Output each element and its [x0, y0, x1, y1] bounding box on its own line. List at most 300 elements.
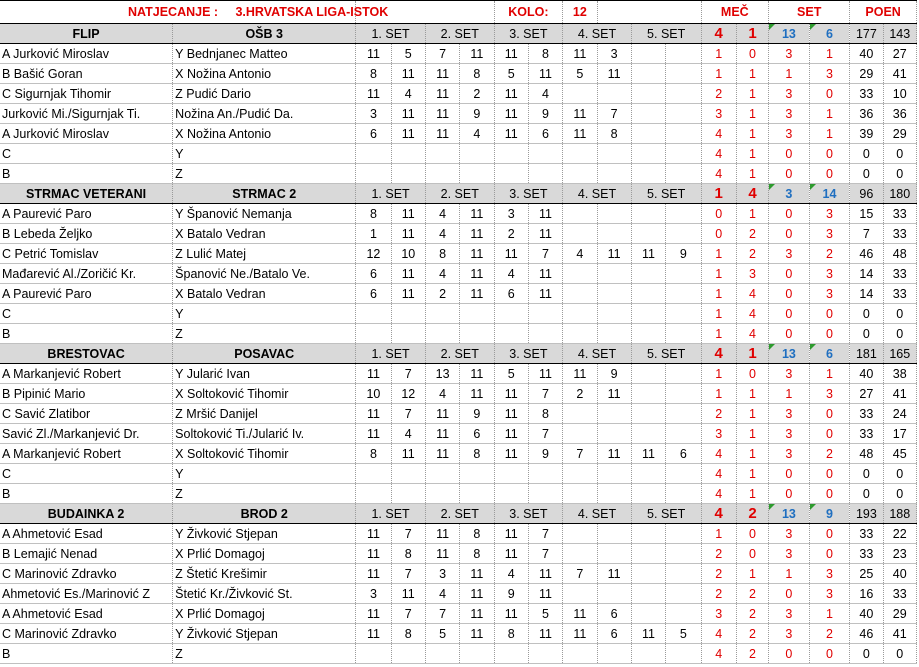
mec-away: 1	[736, 24, 768, 44]
game-row	[0, 644, 917, 664]
home-player: B	[0, 484, 173, 504]
set-score	[460, 164, 494, 184]
set-score: 11	[494, 424, 528, 444]
set-score: 7	[563, 564, 597, 584]
game-sets-away: 1	[809, 104, 850, 124]
game-sets-away: 1	[809, 604, 850, 624]
set-score: 2	[563, 384, 597, 404]
game-points-away: 33	[883, 584, 916, 604]
set-score: 11	[597, 384, 631, 404]
points-home: 181	[850, 344, 883, 364]
running-mec-away: 2	[736, 644, 768, 664]
running-mec-away: 1	[736, 84, 768, 104]
home-player: A Markanjević Robert	[0, 444, 173, 464]
match-header	[0, 24, 917, 44]
running-mec-home: 1	[701, 324, 736, 344]
home-player: A Jurković Miroslav	[0, 44, 173, 64]
set-score	[631, 164, 665, 184]
set-score	[631, 464, 665, 484]
game-points-away: 0	[883, 644, 916, 664]
set-score: 5	[391, 44, 425, 64]
game-row	[0, 484, 917, 504]
game-points-home: 46	[850, 624, 883, 644]
points-home: 96	[850, 184, 883, 204]
home-player: A Paurević Paro	[0, 204, 173, 224]
competition-title: NATJECANJE : 3.HRVATSKA LIGA-ISTOK	[0, 1, 356, 24]
set-score	[494, 304, 528, 324]
mec-home: 1	[701, 184, 736, 204]
set-score: 11	[563, 604, 597, 624]
set-score: 11	[391, 104, 425, 124]
set-score: 11	[528, 284, 562, 304]
running-mec-home: 2	[701, 84, 736, 104]
set-score	[356, 464, 391, 484]
running-mec-home: 4	[701, 624, 736, 644]
running-mec-home: 4	[701, 164, 736, 184]
game-points-away: 33	[883, 224, 916, 244]
set-score: 7	[563, 444, 597, 464]
set-score	[631, 224, 665, 244]
set-score: 6	[528, 124, 562, 144]
set-score: 11	[356, 364, 391, 384]
game-points-away: 0	[883, 304, 916, 324]
mec-home: 4	[701, 504, 736, 524]
sets-away: 6	[809, 24, 850, 44]
set-score: 4	[460, 124, 494, 144]
game-points-home: 16	[850, 584, 883, 604]
game-sets-home: 0	[769, 204, 810, 224]
running-mec-home: 2	[701, 404, 736, 424]
set-score: 4	[391, 424, 425, 444]
points-away: 165	[883, 344, 916, 364]
home-player: B Pipinić Mario	[0, 384, 173, 404]
set-score	[631, 544, 665, 564]
set-score: 2	[425, 284, 459, 304]
set-score	[391, 304, 425, 324]
competition-header	[0, 1, 917, 24]
set-score	[631, 484, 665, 504]
set-score	[460, 144, 494, 164]
game-row	[0, 284, 917, 304]
set-score: 11	[563, 624, 597, 644]
set-score	[528, 484, 562, 504]
game-points-home: 0	[850, 144, 883, 164]
sets-away: 14	[809, 184, 850, 204]
game-sets-away: 1	[809, 124, 850, 144]
set-score: 11	[356, 604, 391, 624]
running-mec-home: 4	[701, 124, 736, 144]
game-points-home: 33	[850, 524, 883, 544]
game-points-away: 23	[883, 544, 916, 564]
home-player: A Markanjević Robert	[0, 364, 173, 384]
set-score	[666, 364, 701, 384]
away-player: Španović Ne./Batalo Ve.	[173, 264, 356, 284]
set-score	[391, 144, 425, 164]
running-mec-away: 1	[736, 484, 768, 504]
game-points-home: 36	[850, 104, 883, 124]
set-score	[460, 484, 494, 504]
away-team: BROD 2	[173, 504, 356, 524]
set-score	[631, 324, 665, 344]
set-score	[356, 164, 391, 184]
running-mec-away: 2	[736, 224, 768, 244]
mec-home: 4	[701, 344, 736, 364]
set-score: 12	[391, 384, 425, 404]
set-score: 11	[563, 104, 597, 124]
points-home: 177	[850, 24, 883, 44]
away-player: X Batalo Vedran	[173, 284, 356, 304]
set-score: 11	[356, 404, 391, 424]
set-header: 3. SET	[494, 344, 563, 364]
game-sets-home: 3	[769, 444, 810, 464]
set-score: 11	[460, 624, 494, 644]
sets-home: 13	[769, 344, 810, 364]
game-sets-away: 1	[809, 44, 850, 64]
game-row	[0, 104, 917, 124]
running-mec-away: 3	[736, 264, 768, 284]
set-score	[494, 144, 528, 164]
set-score: 11	[425, 84, 459, 104]
game-points-away: 40	[883, 564, 916, 584]
set-score: 11	[631, 444, 665, 464]
home-player: C	[0, 144, 173, 164]
set-score	[631, 304, 665, 324]
set-score: 7	[391, 564, 425, 584]
set-score	[631, 564, 665, 584]
set-score: 11	[460, 584, 494, 604]
running-mec-home: 3	[701, 604, 736, 624]
running-mec-away: 1	[736, 164, 768, 184]
set-score: 11	[494, 404, 528, 424]
set-score: 9	[528, 104, 562, 124]
set-score: 7	[425, 44, 459, 64]
running-mec-home: 1	[701, 304, 736, 324]
away-player: Y Jularić Ivan	[173, 364, 356, 384]
game-row	[0, 384, 917, 404]
game-sets-away: 0	[809, 404, 850, 424]
set-score	[597, 84, 631, 104]
set-score	[425, 644, 459, 664]
game-points-away: 38	[883, 364, 916, 384]
running-mec-home: 3	[701, 104, 736, 124]
set-score: 11	[391, 124, 425, 144]
sets-away: 6	[809, 344, 850, 364]
set-score: 8	[460, 544, 494, 564]
game-row	[0, 84, 917, 104]
game-row	[0, 244, 917, 264]
set-score: 6	[356, 264, 391, 284]
set-score: 12	[356, 244, 391, 264]
game-points-away: 0	[883, 484, 916, 504]
game-sets-away: 0	[809, 544, 850, 564]
set-score: 11	[631, 244, 665, 264]
game-points-home: 15	[850, 204, 883, 224]
game-sets-home: 0	[769, 484, 810, 504]
running-mec-away: 4	[736, 324, 768, 344]
set-score: 11	[563, 364, 597, 384]
set-score	[631, 284, 665, 304]
set-score	[666, 64, 701, 84]
set-score: 5	[425, 624, 459, 644]
game-points-home: 39	[850, 124, 883, 144]
set-score	[666, 144, 701, 164]
game-sets-away: 1	[809, 364, 850, 384]
set-score	[631, 204, 665, 224]
game-sets-away: 0	[809, 84, 850, 104]
set-score	[666, 84, 701, 104]
set-score	[597, 584, 631, 604]
set-score	[563, 524, 597, 544]
home-player: B Lebeda Željko	[0, 224, 173, 244]
home-player: A Ahmetović Esad	[0, 524, 173, 544]
game-row	[0, 64, 917, 84]
game-points-home: 0	[850, 324, 883, 344]
set-header: 2. SET	[425, 504, 494, 524]
game-sets-home: 3	[769, 604, 810, 624]
set-score: 11	[356, 84, 391, 104]
set-score: 4	[528, 84, 562, 104]
set-header: 5. SET	[631, 24, 701, 44]
set-score: 11	[356, 544, 391, 564]
set-score	[597, 304, 631, 324]
set-score: 11	[494, 444, 528, 464]
home-player: A Ahmetović Esad	[0, 604, 173, 624]
home-player: C Marinović Zdravko	[0, 564, 173, 584]
set-header: 4. SET	[563, 344, 632, 364]
game-points-away: 27	[883, 44, 916, 64]
set-score	[494, 484, 528, 504]
game-points-away: 10	[883, 84, 916, 104]
set-header: 4. SET	[563, 24, 632, 44]
set-score: 5	[528, 604, 562, 624]
set-score: 9	[528, 444, 562, 464]
set-score: 11	[494, 524, 528, 544]
away-player: Z Štetić Krešimir	[173, 564, 356, 584]
set-score	[356, 144, 391, 164]
set-score	[528, 644, 562, 664]
points-away: 188	[883, 504, 916, 524]
set-score	[425, 144, 459, 164]
home-team: BRESTOVAC	[0, 344, 173, 364]
running-mec-home: 1	[701, 244, 736, 264]
set-score	[391, 164, 425, 184]
set-score	[356, 644, 391, 664]
game-row	[0, 204, 917, 224]
mec-label: MEČ	[701, 1, 769, 24]
game-row	[0, 624, 917, 644]
game-sets-away: 3	[809, 204, 850, 224]
set-score: 11	[494, 244, 528, 264]
set-score	[666, 104, 701, 124]
game-sets-away: 2	[809, 624, 850, 644]
set-score: 11	[460, 364, 494, 384]
game-sets-home: 1	[769, 64, 810, 84]
set-score	[597, 324, 631, 344]
set-score: 11	[460, 204, 494, 224]
running-mec-away: 1	[736, 204, 768, 224]
away-player: Z Pudić Dario	[173, 84, 356, 104]
game-points-away: 41	[883, 384, 916, 404]
set-score: 8	[356, 64, 391, 84]
set-header: 3. SET	[494, 504, 563, 524]
game-sets-home: 3	[769, 84, 810, 104]
running-mec-away: 0	[736, 524, 768, 544]
set-score	[666, 424, 701, 444]
game-sets-away: 0	[809, 304, 850, 324]
points-home: 193	[850, 504, 883, 524]
away-team: OŠB 3	[173, 24, 356, 44]
running-mec-away: 1	[736, 464, 768, 484]
sets-away: 9	[809, 504, 850, 524]
sets-home: 3	[769, 184, 810, 204]
game-points-away: 48	[883, 244, 916, 264]
set-score	[631, 404, 665, 424]
game-sets-home: 0	[769, 164, 810, 184]
set-header: 3. SET	[494, 184, 563, 204]
set-score: 4	[494, 264, 528, 284]
set-score: 8	[494, 624, 528, 644]
set-score	[631, 644, 665, 664]
set-score: 9	[460, 404, 494, 424]
set-score	[666, 124, 701, 144]
set-score: 11	[460, 284, 494, 304]
set-score	[631, 364, 665, 384]
set-score: 7	[391, 524, 425, 544]
set-score: 11	[528, 264, 562, 284]
set-score: 7	[391, 604, 425, 624]
set-score: 11	[391, 284, 425, 304]
set-score: 11	[356, 624, 391, 644]
game-sets-home: 3	[769, 404, 810, 424]
set-score	[666, 324, 701, 344]
set-score	[563, 404, 597, 424]
set-score	[597, 264, 631, 284]
set-score	[425, 304, 459, 324]
game-points-home: 0	[850, 304, 883, 324]
set-header: 2. SET	[425, 184, 494, 204]
set-score	[631, 584, 665, 604]
game-points-home: 40	[850, 604, 883, 624]
set-score	[563, 324, 597, 344]
game-sets-away: 0	[809, 324, 850, 344]
set-score: 6	[597, 604, 631, 624]
game-points-home: 14	[850, 284, 883, 304]
running-mec-home: 1	[701, 264, 736, 284]
game-points-home: 7	[850, 224, 883, 244]
set-score: 4	[425, 204, 459, 224]
home-team: STRMAC VETERANI	[0, 184, 173, 204]
game-row	[0, 464, 917, 484]
game-points-home: 33	[850, 544, 883, 564]
home-player: Savić Zl./Markanjević Dr.	[0, 424, 173, 444]
set-score	[528, 144, 562, 164]
set-score	[494, 464, 528, 484]
game-row	[0, 304, 917, 324]
set-score: 11	[597, 244, 631, 264]
game-row	[0, 604, 917, 624]
set-score: 11	[425, 124, 459, 144]
set-score: 3	[356, 584, 391, 604]
set-score: 4	[391, 84, 425, 104]
game-points-away: 33	[883, 284, 916, 304]
set-score: 11	[528, 624, 562, 644]
game-points-away: 22	[883, 524, 916, 544]
game-sets-home: 1	[769, 564, 810, 584]
set-score	[666, 544, 701, 564]
set-score: 11	[494, 384, 528, 404]
mec-away: 4	[736, 184, 768, 204]
running-mec-home: 4	[701, 444, 736, 464]
home-player: A Jurković Miroslav	[0, 124, 173, 144]
set-score	[563, 264, 597, 284]
set-score: 7	[391, 404, 425, 424]
game-sets-home: 3	[769, 44, 810, 64]
set-score: 11	[356, 564, 391, 584]
away-player: Y Španović Nemanja	[173, 204, 356, 224]
game-sets-away: 2	[809, 244, 850, 264]
away-player: X Batalo Vedran	[173, 224, 356, 244]
running-mec-home: 4	[701, 484, 736, 504]
home-player: C Petrić Tomislav	[0, 244, 173, 264]
set-score	[631, 124, 665, 144]
set-header: 4. SET	[563, 504, 632, 524]
away-player: X Nožina Antonio	[173, 124, 356, 144]
away-player: Y Živković Stjepan	[173, 524, 356, 544]
set-score	[666, 484, 701, 504]
game-points-away: 0	[883, 464, 916, 484]
away-player: Štetić Kr./Živković St.	[173, 584, 356, 604]
set-score	[666, 284, 701, 304]
running-mec-away: 0	[736, 544, 768, 564]
set-score: 9	[666, 244, 701, 264]
away-team: POSAVAC	[173, 344, 356, 364]
set-score: 11	[528, 64, 562, 84]
game-row	[0, 584, 917, 604]
set-score: 11	[563, 44, 597, 64]
game-points-away: 0	[883, 144, 916, 164]
mec-away: 1	[736, 344, 768, 364]
set-score	[597, 484, 631, 504]
set-header: 5. SET	[631, 184, 701, 204]
game-row	[0, 524, 917, 544]
set-score	[563, 464, 597, 484]
set-score	[631, 64, 665, 84]
running-mec-home: 1	[701, 44, 736, 64]
game-row	[0, 424, 917, 444]
running-mec-away: 2	[736, 624, 768, 644]
set-score: 7	[391, 364, 425, 384]
set-score: 11	[391, 64, 425, 84]
game-sets-home: 3	[769, 524, 810, 544]
set-score: 7	[528, 244, 562, 264]
set-score	[460, 324, 494, 344]
running-mec-away: 1	[736, 384, 768, 404]
home-player: Ahmetović Es./Marinović Z	[0, 584, 173, 604]
set-score	[631, 84, 665, 104]
set-score	[563, 584, 597, 604]
game-points-home: 33	[850, 404, 883, 424]
set-score: 11	[391, 204, 425, 224]
running-mec-home: 4	[701, 144, 736, 164]
set-score: 11	[425, 424, 459, 444]
game-points-home: 33	[850, 84, 883, 104]
home-player: B Lemajić Nenad	[0, 544, 173, 564]
set-score: 11	[425, 524, 459, 544]
game-points-home: 27	[850, 384, 883, 404]
game-sets-away: 3	[809, 384, 850, 404]
set-score	[631, 424, 665, 444]
away-player: Z	[173, 644, 356, 664]
